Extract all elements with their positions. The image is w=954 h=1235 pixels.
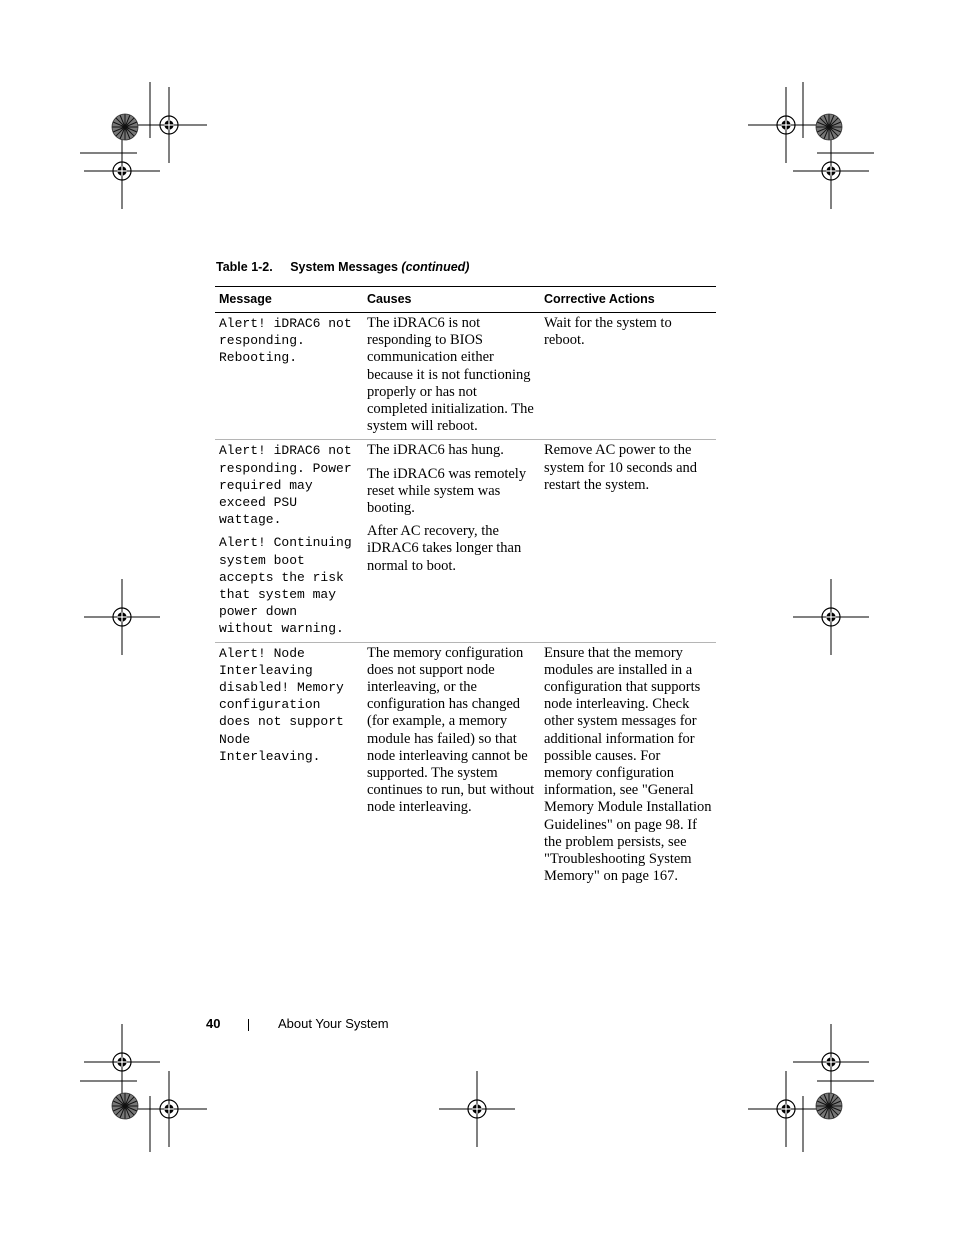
table-title: System Messages (290, 260, 398, 274)
cause-text: The memory configuration does not support node interleaving, or the configuration has changed (for example, a memory module has failed) so that node interleaving cannot be supported. The system continues to run, but without node interleaving. (367, 644, 535, 816)
message-text: Alert! iDRAC6 not responding. Rebooting. (219, 316, 352, 366)
registration-mark-bottom-left-b (131, 1071, 207, 1147)
cause-text: The iDRAC6 was remotely reset while system was booting. (367, 465, 527, 517)
table-row (215, 313, 716, 440)
message-text: Alert! Continuing system boot accepts the risk that system may power down without warning. (219, 535, 352, 637)
message-text: Alert! iDRAC6 not responding. Power required may exceed PSU wattage. (219, 443, 352, 528)
footer-section-title: About Your System (278, 1016, 389, 1031)
actions-cell (540, 313, 716, 440)
registration-mark-bottom-right-b (793, 1024, 869, 1100)
registration-mark-top-right-a (748, 87, 824, 163)
registration-mark-bottom-left-a (84, 1024, 160, 1100)
sunburst-mark-top-right (816, 114, 842, 140)
footer-separator (248, 1019, 249, 1031)
cause-text: After AC recovery, the iDRAC6 takes longer than normal to boot. (367, 523, 522, 574)
table-continued-label: (continued) (401, 260, 470, 274)
sunburst-mark-top-left (112, 114, 138, 140)
registration-mark-mid-left (84, 579, 160, 655)
actions-cell (540, 440, 716, 642)
table-caption (216, 260, 469, 274)
cause-text: The iDRAC6 is not responding to BIOS communication either because it is not functioning properly or has not completed initialization. The system will reboot. (367, 315, 534, 435)
cause-text: The iDRAC6 has hung. (367, 442, 504, 459)
causes-cell (363, 440, 540, 642)
page-number: 40 (206, 1016, 221, 1031)
table-header-row (215, 287, 716, 313)
message-text: Alert! Node Interleaving disabled! Memory configuration does not support Node Interleaving. (219, 645, 344, 764)
message-cell (215, 642, 363, 889)
table-number: Table 1-2. (216, 260, 273, 274)
header-corrective-actions: Corrective Actions (540, 287, 716, 313)
action-text: Remove AC power to the system for 10 seconds and restart the system. (544, 442, 698, 493)
action-text: Ensure that the memory modules are installed in a configuration that supports node interleaving. Check other system messages for additional information for possible causes. For memory configuration information, see "General Memory Module Installation Guidelines" on page 98. If the problem persists, see "Troubleshooting System Memory" on page 167. (544, 644, 712, 885)
actions-cell (540, 642, 716, 889)
registration-mark-top-left-a (131, 87, 207, 163)
sunburst-mark-bottom-left (112, 1093, 138, 1119)
registration-mark-mid-right (793, 579, 869, 655)
table-row (215, 440, 716, 642)
registration-mark-top-left-b (84, 133, 160, 209)
causes-cell (363, 313, 540, 440)
registration-mark-bottom-center (439, 1071, 515, 1147)
table-row (215, 642, 716, 889)
message-cell (215, 313, 363, 440)
header-causes: Causes (363, 287, 540, 313)
message-cell (215, 440, 363, 642)
causes-cell (363, 642, 540, 889)
action-text: Wait for the system to reboot. (544, 315, 672, 349)
registration-mark-top-right-b (793, 133, 869, 209)
header-message: Message (215, 287, 363, 313)
sunburst-mark-bottom-right (816, 1093, 842, 1119)
registration-mark-bottom-right-a (748, 1071, 824, 1147)
system-messages-table (215, 286, 716, 890)
